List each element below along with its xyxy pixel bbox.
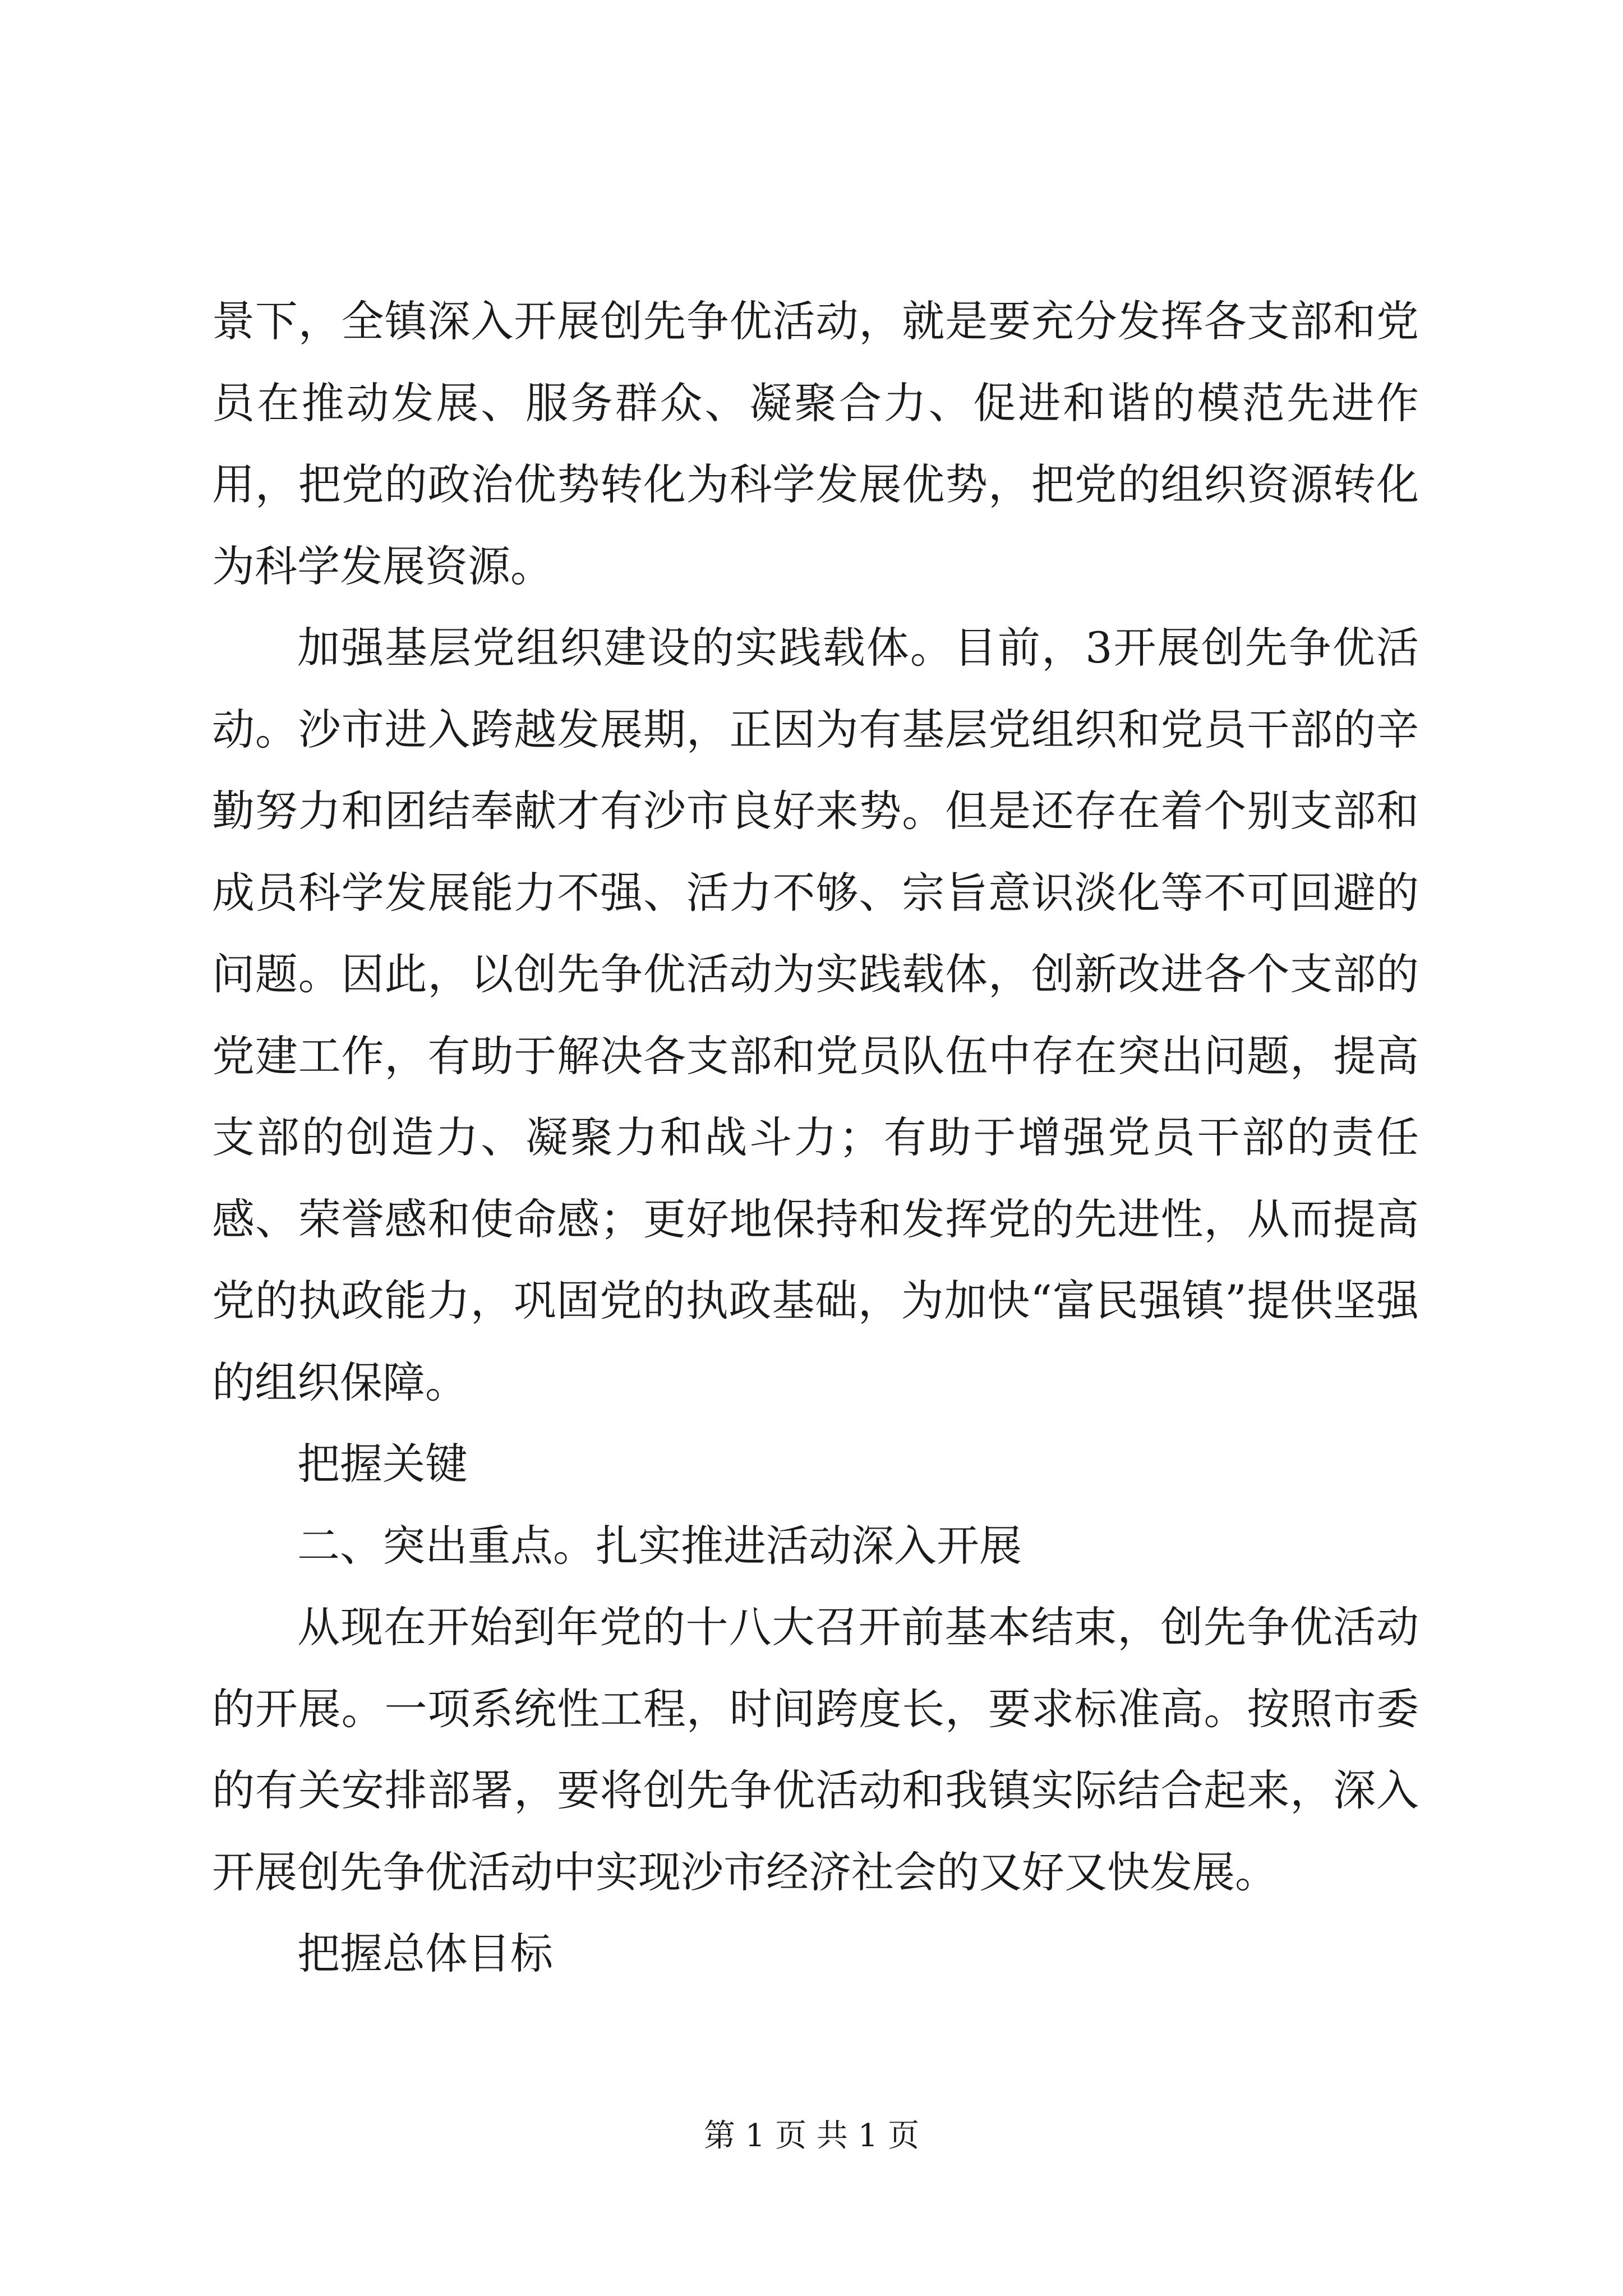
- section-heading: 二、突出重点。扎实推进活动深入开展: [297, 1520, 1022, 1571]
- section-heading: 把握总体目标: [297, 1929, 553, 1978]
- paragraph: 加强基层党组织建设的实践载体。目前，3开展创先争优活动。沙市进入跨越发展期，正因为有基层党组织和党员干部的辛勤努力和团结奉献才有沙市良好来势。但是还存在着个别支部和成员科学发展能力不强、活力不够、宗旨意识淡化等不可回避的问题。因此，以创先争优活动为实践载体，创新改进各个支部的党建工作，有助于解决各支部和党员队伍中存在突出问题，提高支部的创造力、凝聚力和战斗力；有助于增强党员干部的责任感、荣誉感和使命感；更好地保持和发挥党的先进性，从而提高党的执政能力，巩固党的执政基础，为加快“富民强镇”提供坚强的组织保障。: [212, 623, 1419, 1407]
- paragraph: 景下，全镇深入开展创先争优活动，就是要充分发挥各支部和党员在推动发展、服务群众、凝聚合力、促进和谐的模范先进作用，把党的政治优势转化为科学发展优势，把党的组织资源转化为科学发展资源。: [212, 296, 1419, 591]
- paragraph: 从现在开始到年党的十八大召开前基本结束，创先争优活动的开展。一项系统性工程，时间跨度长，要求标准高。按照市委的有关安排部署，要将创先争优活动和我镇实际结合起来，深入开展创先争优活动中实现沙市经济社会的又好又快发展。: [212, 1602, 1419, 1897]
- page-footer: 第 1 页 共 1 页: [703, 2118, 920, 2154]
- section-heading: 把握关键: [297, 1439, 468, 1489]
- document-body: [212, 280, 1419, 1995]
